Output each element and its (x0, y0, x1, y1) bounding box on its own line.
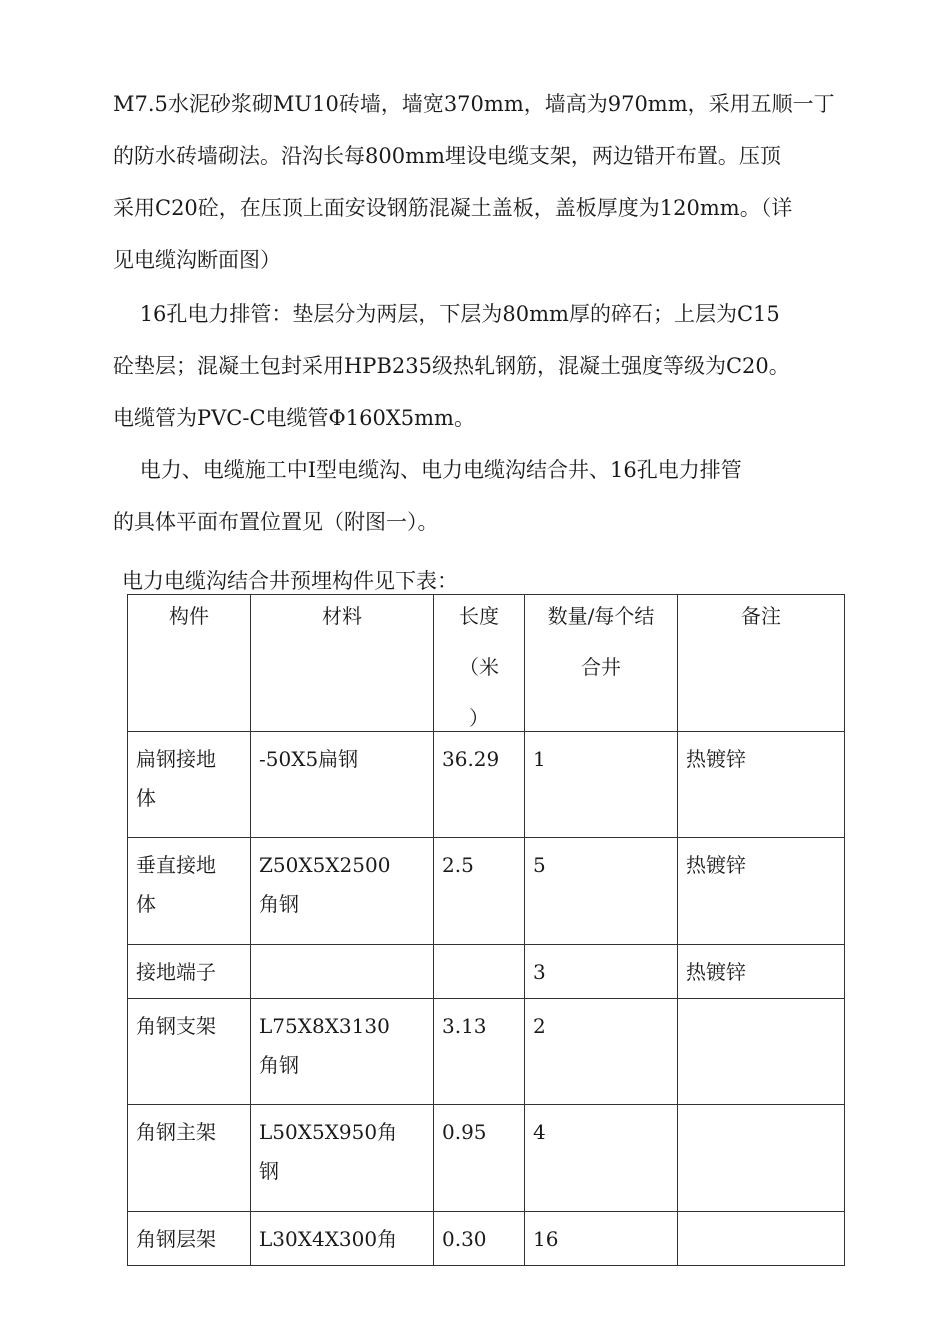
table-row (128, 838, 845, 945)
cell-text-line: 长度 (459, 604, 499, 628)
cell-remarks (678, 838, 845, 945)
text-line: 采用C20砼，在压顶上面安设钢筋混凝土盖板，盖板厚度为120mm。（详 (113, 196, 793, 220)
table-caption: 电力电缆沟结合井预埋构件见下表： (122, 569, 458, 593)
cell-text-line: 36.29 (442, 747, 500, 771)
cell-text-line: 角钢层架 (136, 1227, 216, 1251)
cell-length (434, 838, 525, 945)
header-cell-material (251, 595, 434, 732)
cell-remarks (678, 1212, 845, 1266)
cell-text-line: 热镀锌 (686, 747, 746, 771)
cell-component (128, 1105, 251, 1212)
cell-quantity (525, 945, 678, 999)
cell-text-line: L50X5X950角 (259, 1120, 398, 1144)
cell-component (128, 1212, 251, 1266)
cell-text-line: 合井 (581, 655, 621, 679)
cell-text-line: 热镀锌 (686, 960, 746, 984)
cell-text-line: 备注 (741, 604, 781, 628)
cell-remarks (678, 999, 845, 1105)
cell-text-line: ） (469, 706, 489, 730)
cell-text-line: 角钢 (259, 1053, 299, 1077)
cell-quantity (525, 838, 678, 945)
cell-text-line: 垂直接地 (136, 853, 216, 877)
table-row (128, 999, 845, 1105)
cell-text-line: 2.5 (442, 853, 474, 877)
cell-remarks (678, 1105, 845, 1212)
cell-text-line: L30X4X300角 (259, 1227, 398, 1251)
cell-text-line: 材料 (322, 604, 362, 628)
cell-text-line: 2 (533, 1014, 546, 1038)
cell-length (434, 999, 525, 1105)
text-line: 见电缆沟断面图） (113, 248, 281, 272)
text-line: 的具体平面布置位置见（附图一）。 (113, 510, 439, 534)
cell-text-line: 角钢 (259, 892, 299, 916)
table-row (128, 732, 845, 838)
text-line: 的防水砖墙砌法。沿沟长每800mm埋设电缆支架，两边错开布置。压顶 (113, 144, 781, 168)
cell-material (251, 945, 434, 999)
cell-text-line: 钢 (259, 1159, 279, 1183)
cell-quantity (525, 732, 678, 838)
cell-component (128, 732, 251, 838)
cell-text-line: Z50X5X2500 (259, 853, 391, 877)
cell-text-line: 16 (533, 1227, 559, 1251)
text-line: 电力、电缆施工中Ⅰ型电缆沟、电力电缆沟结合井、16孔电力排管 (113, 458, 742, 482)
cell-text-line: 角钢主架 (136, 1120, 216, 1144)
cell-text-line: L75X8X3130 (259, 1014, 390, 1038)
cell-quantity (525, 999, 678, 1105)
text-line: 16孔电力排管：垫层分为两层，下层为80mm厚的碎石；上层为C15 (113, 302, 780, 326)
header-cell-component (128, 595, 251, 732)
cell-material (251, 999, 434, 1105)
table-row (128, 945, 845, 999)
cell-length (434, 732, 525, 838)
cell-length (434, 945, 525, 999)
cell-text-line: 角钢支架 (136, 1014, 216, 1038)
cell-remarks (678, 732, 845, 838)
text-line: 砼垫层；混凝土包封采用HPB235级热轧钢筋，混凝土强度等级为C20。 (113, 354, 790, 378)
cell-text-line: 热镀锌 (686, 853, 746, 877)
header-cell-remarks (678, 595, 845, 732)
cell-text-line: 3 (533, 960, 546, 984)
cell-text-line: 数量/每个结 (547, 604, 655, 628)
cell-remarks (678, 945, 845, 999)
cell-length (434, 1212, 525, 1266)
text-line: M7.5水泥砂浆砌MU10砖墙，墙宽370mm，墙高为970mm，采用五顺一丁 (113, 92, 835, 116)
cell-material (251, 732, 434, 838)
cell-length (434, 1105, 525, 1212)
cell-text-line: 5 (533, 853, 546, 877)
cell-text-line: -50X5扁钢 (259, 747, 359, 771)
cell-text-line: 4 (533, 1120, 546, 1144)
paragraph-cable-trench-wall (113, 78, 858, 286)
cell-text-line: 0.30 (442, 1227, 487, 1251)
cell-text-line: （米 (459, 655, 499, 679)
cell-text-line: 1 (533, 747, 546, 771)
cell-text-line: 体 (136, 786, 156, 810)
paragraph-power-duct-bank (113, 288, 858, 444)
embedded-parts-table (127, 594, 845, 1266)
header-cell-quantity (525, 595, 678, 732)
cell-text-line: 接地端子 (136, 960, 216, 984)
cell-text-line: 3.13 (442, 1014, 487, 1038)
table-header-row (128, 595, 845, 732)
table-row (128, 1105, 845, 1212)
cell-text-line: 0.95 (442, 1120, 487, 1144)
header-cell-length (434, 595, 525, 732)
cell-component (128, 838, 251, 945)
paragraph-layout-reference (113, 444, 858, 548)
text-line: 电缆管为PVC-C电缆管Φ160X5mm。 (113, 406, 475, 430)
cell-text-line: 构件 (169, 604, 209, 628)
cell-text-line: 扁钢接地 (136, 747, 216, 771)
table-row (128, 1212, 845, 1266)
cell-quantity (525, 1212, 678, 1266)
cell-material (251, 1105, 434, 1212)
cell-quantity (525, 1105, 678, 1212)
cell-material (251, 838, 434, 945)
cell-material (251, 1212, 434, 1266)
cell-component (128, 945, 251, 999)
cell-component (128, 999, 251, 1105)
cell-text-line: 体 (136, 892, 156, 916)
